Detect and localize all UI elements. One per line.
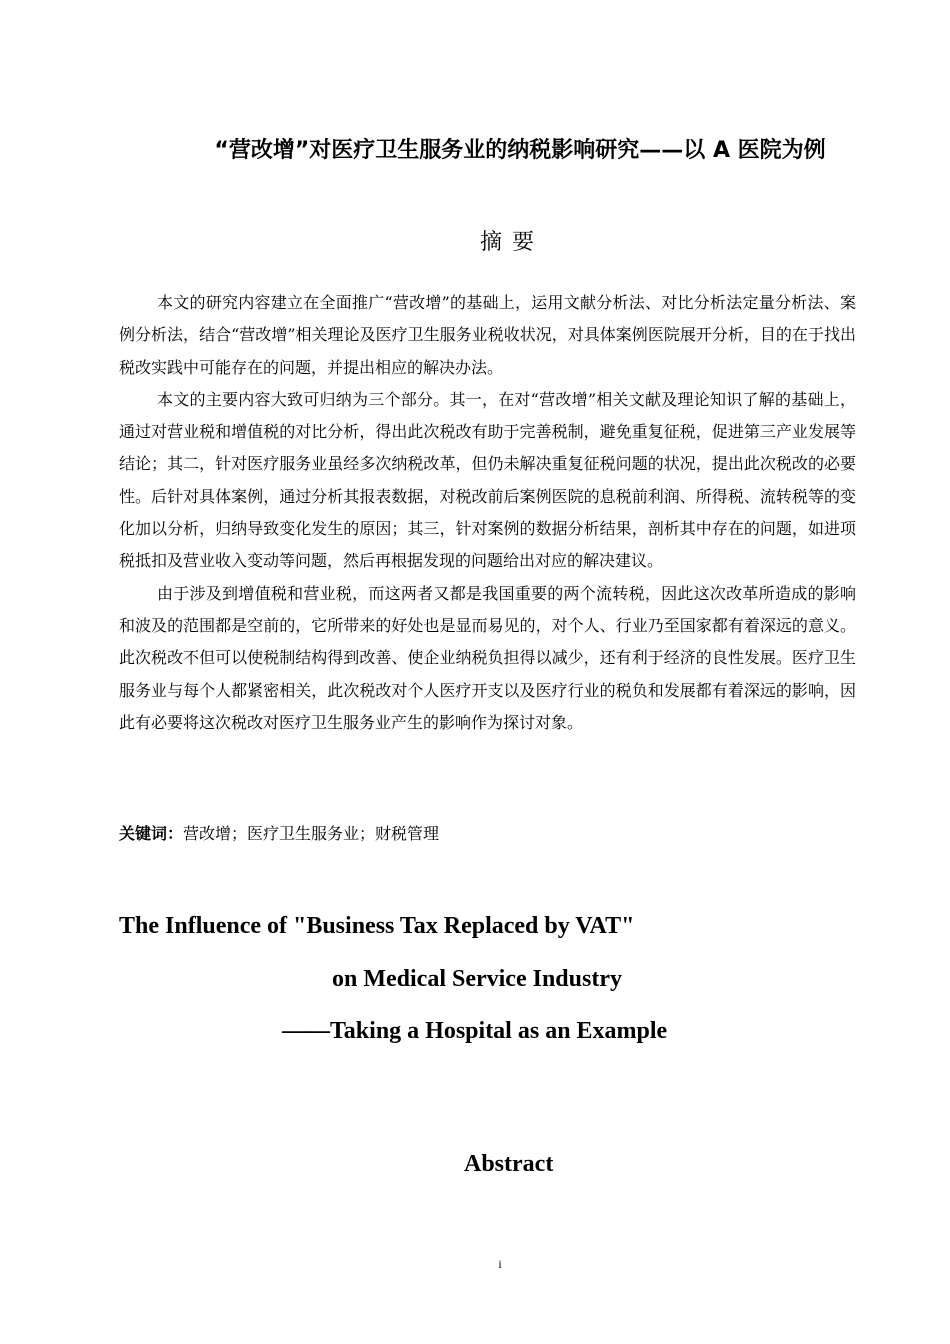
- page-number: i: [498, 1257, 502, 1271]
- keywords-text: 营改增；医疗卫生服务业；财税管理: [183, 824, 440, 843]
- english-title-line-1: The Influence of "Business Tax Replaced by VAT": [119, 913, 635, 939]
- english-abstract-heading: Abstract: [464, 1151, 554, 1177]
- keywords-label: 关键词：: [119, 824, 184, 843]
- abstract-paragraph-2: 本文的主要内容大致可归纳为三个部分。其一，在对“营改增”相关文献及理论知识了解的基础上，通过对营业税和增值税的对比分析，得出此次税改有助于完善税制，避免重复征税，促进第三产业发展等结论；其二，针对医疗服务业虽经多次纳税改革，但仍未解决重复征税问题的状况，提出此次税改的必要性。后针对具体案例，通过分析其报表数据，对税改前后案例医院的息税前利润、所得税、流转税等的变化加以分析，归纳导致变化发生的原因；其三，针对案例的数据分析结果，剖析其中存在的问题，如进项税抵扣及营业收入变动等问题，然后再根据发现的问题给出对应的解决建议。: [119, 389, 856, 571]
- chinese-abstract-body: [119, 287, 856, 739]
- english-title-line-3: ——Taking a Hospital as an Example: [282, 1018, 668, 1044]
- chinese-title: “营改增”对医疗卫生服务业的纳税影响研究——以 A 医院为例: [214, 138, 826, 163]
- abstract-paragraph-3: 由于涉及到增值税和营业税，而这两者又都是我国重要的两个流转税，因此这次改革所造成的影响和波及的范围都是空前的，它所带来的好处也是显而易见的，对个人、行业乃至国家都有着深远的意义。此次税改不但可以使税制结构得到改善、使企业纳税负担得以减少，还有利于经济的良性发展。医疗卫生服务业与每个人都紧密相关，此次税改对个人医疗开支以及医疗行业的税负和发展都有着深远的影响，因此有必要将这次税改对医疗卫生服务业产生的影响作为探讨对象。: [119, 583, 856, 732]
- abstract-paragraph-1: 本文的研究内容建立在全面推广“营改增”的基础上，运用文献分析法、对比分析法定量分析法、案例分析法，结合“营改增”相关理论及医疗卫生服务业税收状况，对具体案例医院展开分析，目的在于找出税改实践中可能存在的问题，并提出相应的解决办法。: [119, 293, 856, 377]
- chinese-abstract-heading: 摘要: [479, 230, 544, 255]
- english-title-line-2: on Medical Service Industry: [332, 966, 622, 992]
- keywords-line: [119, 819, 439, 849]
